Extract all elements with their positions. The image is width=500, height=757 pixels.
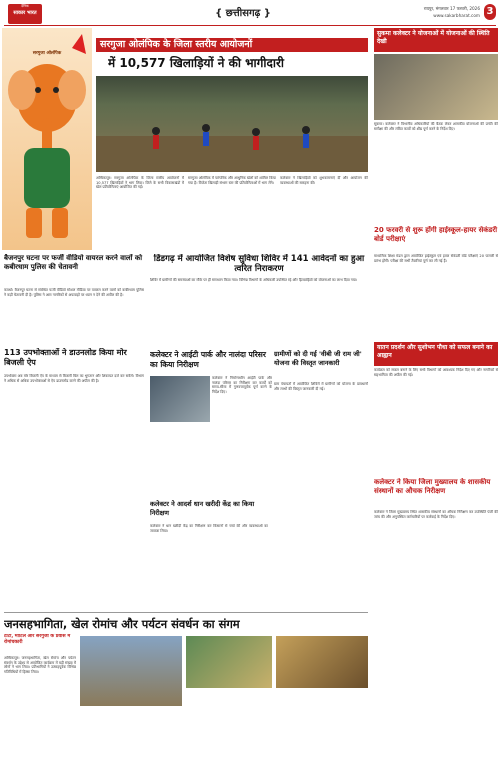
bottom-kicker: टाटा, मोटिल और सरगुजा के प्रवास में रोमांचकारी xyxy=(4,634,71,645)
story3-headline: 113 उपभोक्ताओं ने डाउनलोड किया मोर बिजली ऐप xyxy=(4,348,127,367)
section-name: छत्तीसगढ़ xyxy=(225,8,261,19)
story4-photo xyxy=(150,376,210,422)
lead-headline-1: सरगुजा ओलंपिक के जिला स्तरीय आयोजनों xyxy=(96,38,368,52)
lead-body-col-3 xyxy=(280,176,368,248)
bottom-photo-1 xyxy=(80,636,182,706)
right-col-story1-headline-box xyxy=(374,28,498,52)
lead-body-col-2 xyxy=(188,176,276,248)
story4-headline: कलेक्टर ने आईटी पार्क और नालंदा परिसर का किया निरीक्षण xyxy=(150,350,266,369)
right-col-story2-headline: 20 फरवरी से शुरू होंगी हाईस्कूल-हायर सेकंडरी बोर्ड परीक्षाएं xyxy=(374,226,498,243)
masthead xyxy=(0,0,500,28)
story1-headline: बैजनपुर घटना पर फर्जी वीडियो वायरल करने वालों को कबीरधाम पुलिस की चेतावनी xyxy=(4,254,143,271)
story2-headline: डिंडगढ़ में आयोजित विशेष सुविधा शिविर में 141 आवेदनों का हुआ त्वरित निराकरण xyxy=(153,254,365,274)
story3-body: उपभोक्ता अब मोर बिजली ऐप के माध्यम से बिजली बिल का भुगतान और शिकायत दर्ज कर सकेंगे। विभाग ने अधिक से अधिक उपभोक्ताओं से ऐप डाउनलोड करने की अपील की है। xyxy=(4,374,144,383)
story5-body: ग्राम पंचायतों में आयोजित शिविरों में ग्रामीणों को योजना के प्रावधानों और लाभों की विस्तृत जानकारी दी गई। xyxy=(274,382,368,391)
right-col-story1-headline: सुकमा कलेक्टर ने योजनाओं में योजनाओं की स्थिति देखी xyxy=(377,30,490,45)
lead-body-col-1 xyxy=(96,176,184,248)
bottom-photo-3 xyxy=(276,636,368,688)
paper-logo-top: दैनिक xyxy=(21,4,29,8)
lead-body-para-3: कलेक्टर ने खिलाड़ियों को शुभकामनाएं दीं और आयोजन की व्यवस्थाओं की सराहना की। xyxy=(280,176,368,185)
section-title xyxy=(178,5,308,23)
mascot-image xyxy=(2,28,92,250)
meta-line: रायपुर, मंगलवार 17 फरवरी, 2026 xyxy=(423,6,480,11)
bottom-body: अम्बिकापुर। जनसहभागिता, खेल रोमांच और पर्यटन संवर्धन के उद्देश्य से आयोजित कार्यक्रम में बड़ी संख्या में लोगों ने भाग लिया। प्रतिभागियों ने उत्साहपूर्वक विभिन्न गतिविधियों में हिस्सा लिया। xyxy=(4,656,76,674)
bottom-rule xyxy=(4,612,368,613)
story4-body: कलेक्टर ने निर्माणाधीन आईटी पार्क और नालंदा परिसर का निरीक्षण कर कार्यों को समय-सीमा में गुणवत्तापूर्वक पूर्ण करने के निर्देश दिए। xyxy=(212,376,272,394)
right-col-story3-body: कार्यक्रम को सफल बनाने के लिए सभी विभागों को आवश्यक निर्देश दिए गए और नागरिकों से सहभागिता की अपील की गई। xyxy=(374,368,498,377)
lead-body-para-1: अम्बिकापुर। सरगुजा ओलंपिक के जिला स्तरीय आयोजनों में 10,577 खिलाड़ियों ने भाग लिया। जिले के सभी विकासखंडों में खेल प्रतियोगिताएं आयोजित की गईं। xyxy=(96,176,184,190)
story2-body: शिविर में ग्रामीणों की समस्याओं का मौके पर ही समाधान किया गया। विभिन्न विभागों के अधिकारी उपस्थित रहे और हितग्राहियों को योजनाओं का लाभ दिया गया। xyxy=(150,278,358,282)
kabaddi-photo-icon xyxy=(96,76,368,172)
right-col-story2-body: माध्यमिक शिक्षा मंडल द्वारा आयोजित हाईस्कूल एवं हायर सेकंडरी बोर्ड परीक्षाएं 20 फरवरी से प्रारंभ होंगी। परीक्षा की सभी तैयारियां पूर्ण कर ली गई हैं। xyxy=(374,254,498,263)
mascot-caption: सरगुजा ओलंपिक xyxy=(32,51,62,56)
paper-logo-name: साकार भारत xyxy=(13,10,37,16)
website: www.sakarbharat.com xyxy=(433,13,480,18)
lead-photo xyxy=(96,76,368,172)
right-col-story3-headline-box xyxy=(374,342,498,366)
section-brace-right: } xyxy=(260,8,271,19)
right-col-story3-headline: यातन प्रदर्शन और सुशोभन पौधा को सफल बनाने का आह्वान xyxy=(377,344,493,359)
bottom-photo-2 xyxy=(186,636,272,688)
right-col-story4-headline: कलेक्टर ने किया जिला मुख्यालय के शासकीय संस्थानों का औचक निरीक्षण xyxy=(374,478,491,495)
right-col-story1-photo xyxy=(374,54,498,120)
right-col-story1-body: सुकमा। कलेक्टर ने विभागीय अधिकारियों की बैठक लेकर शासकीय योजनाओं की प्रगति की समीक्षा की और लंबित कार्यों को शीघ्र पूर्ण करने के निर्देश दिए। xyxy=(374,122,498,131)
story6-body: कलेक्टर ने धान खरीदी केंद्र का निरीक्षण कर किसानों से चर्चा की और व्यवस्थाओं का जायजा लिया। xyxy=(150,524,268,533)
lead-headline-2: में 10,577 खिलाड़ियों ने की भागीदारी xyxy=(108,56,285,70)
page-number: 3 xyxy=(484,4,496,20)
masthead-rule xyxy=(4,25,496,26)
story5-headline: ग्रामीणों को दी गई 'वीबी जी राम जी' योजना की विस्तृत जानकारी xyxy=(274,350,362,367)
elephant-mascot-icon xyxy=(2,28,92,250)
story6-headline: कलेक्टर ने आदर्श धान खरीदी केंद्र का किया निरीक्षण xyxy=(150,500,255,517)
bottom-headline: जनसहभागिता, खेल रोमांच और पर्यटन संवर्धन का संगम xyxy=(4,617,240,631)
lead-body-para-2: सरगुजा ओलंपिक में पारंपरिक और आधुनिक खेलों को शामिल किया गया है। विजेता खिलाड़ी संभाग स्तर की प्रतियोगिताओं में भाग लेंगे। xyxy=(188,176,276,185)
paper-logo xyxy=(8,4,42,24)
right-col-story4-body: कलेक्टर ने जिला मुख्यालय स्थित शासकीय संस्थानों का औचक निरीक्षण कर उपस्थिति पंजी की जांच की और अनुपस्थित कर्मचारियों पर कार्रवाई के निर्देश दिए। xyxy=(374,510,498,519)
section-brace-left: { xyxy=(215,8,226,19)
story1-body: कवर्धा। बैजनपुर घटना से संबंधित फर्जी वीडियो सोशल मीडिया पर वायरल करने वालों को कबीरधाम पुलिस ने कड़ी चेतावनी दी है। पुलिस ने आम नागरिकों से अफवाहों पर ध्यान न देने की अपील की है। xyxy=(4,288,144,297)
